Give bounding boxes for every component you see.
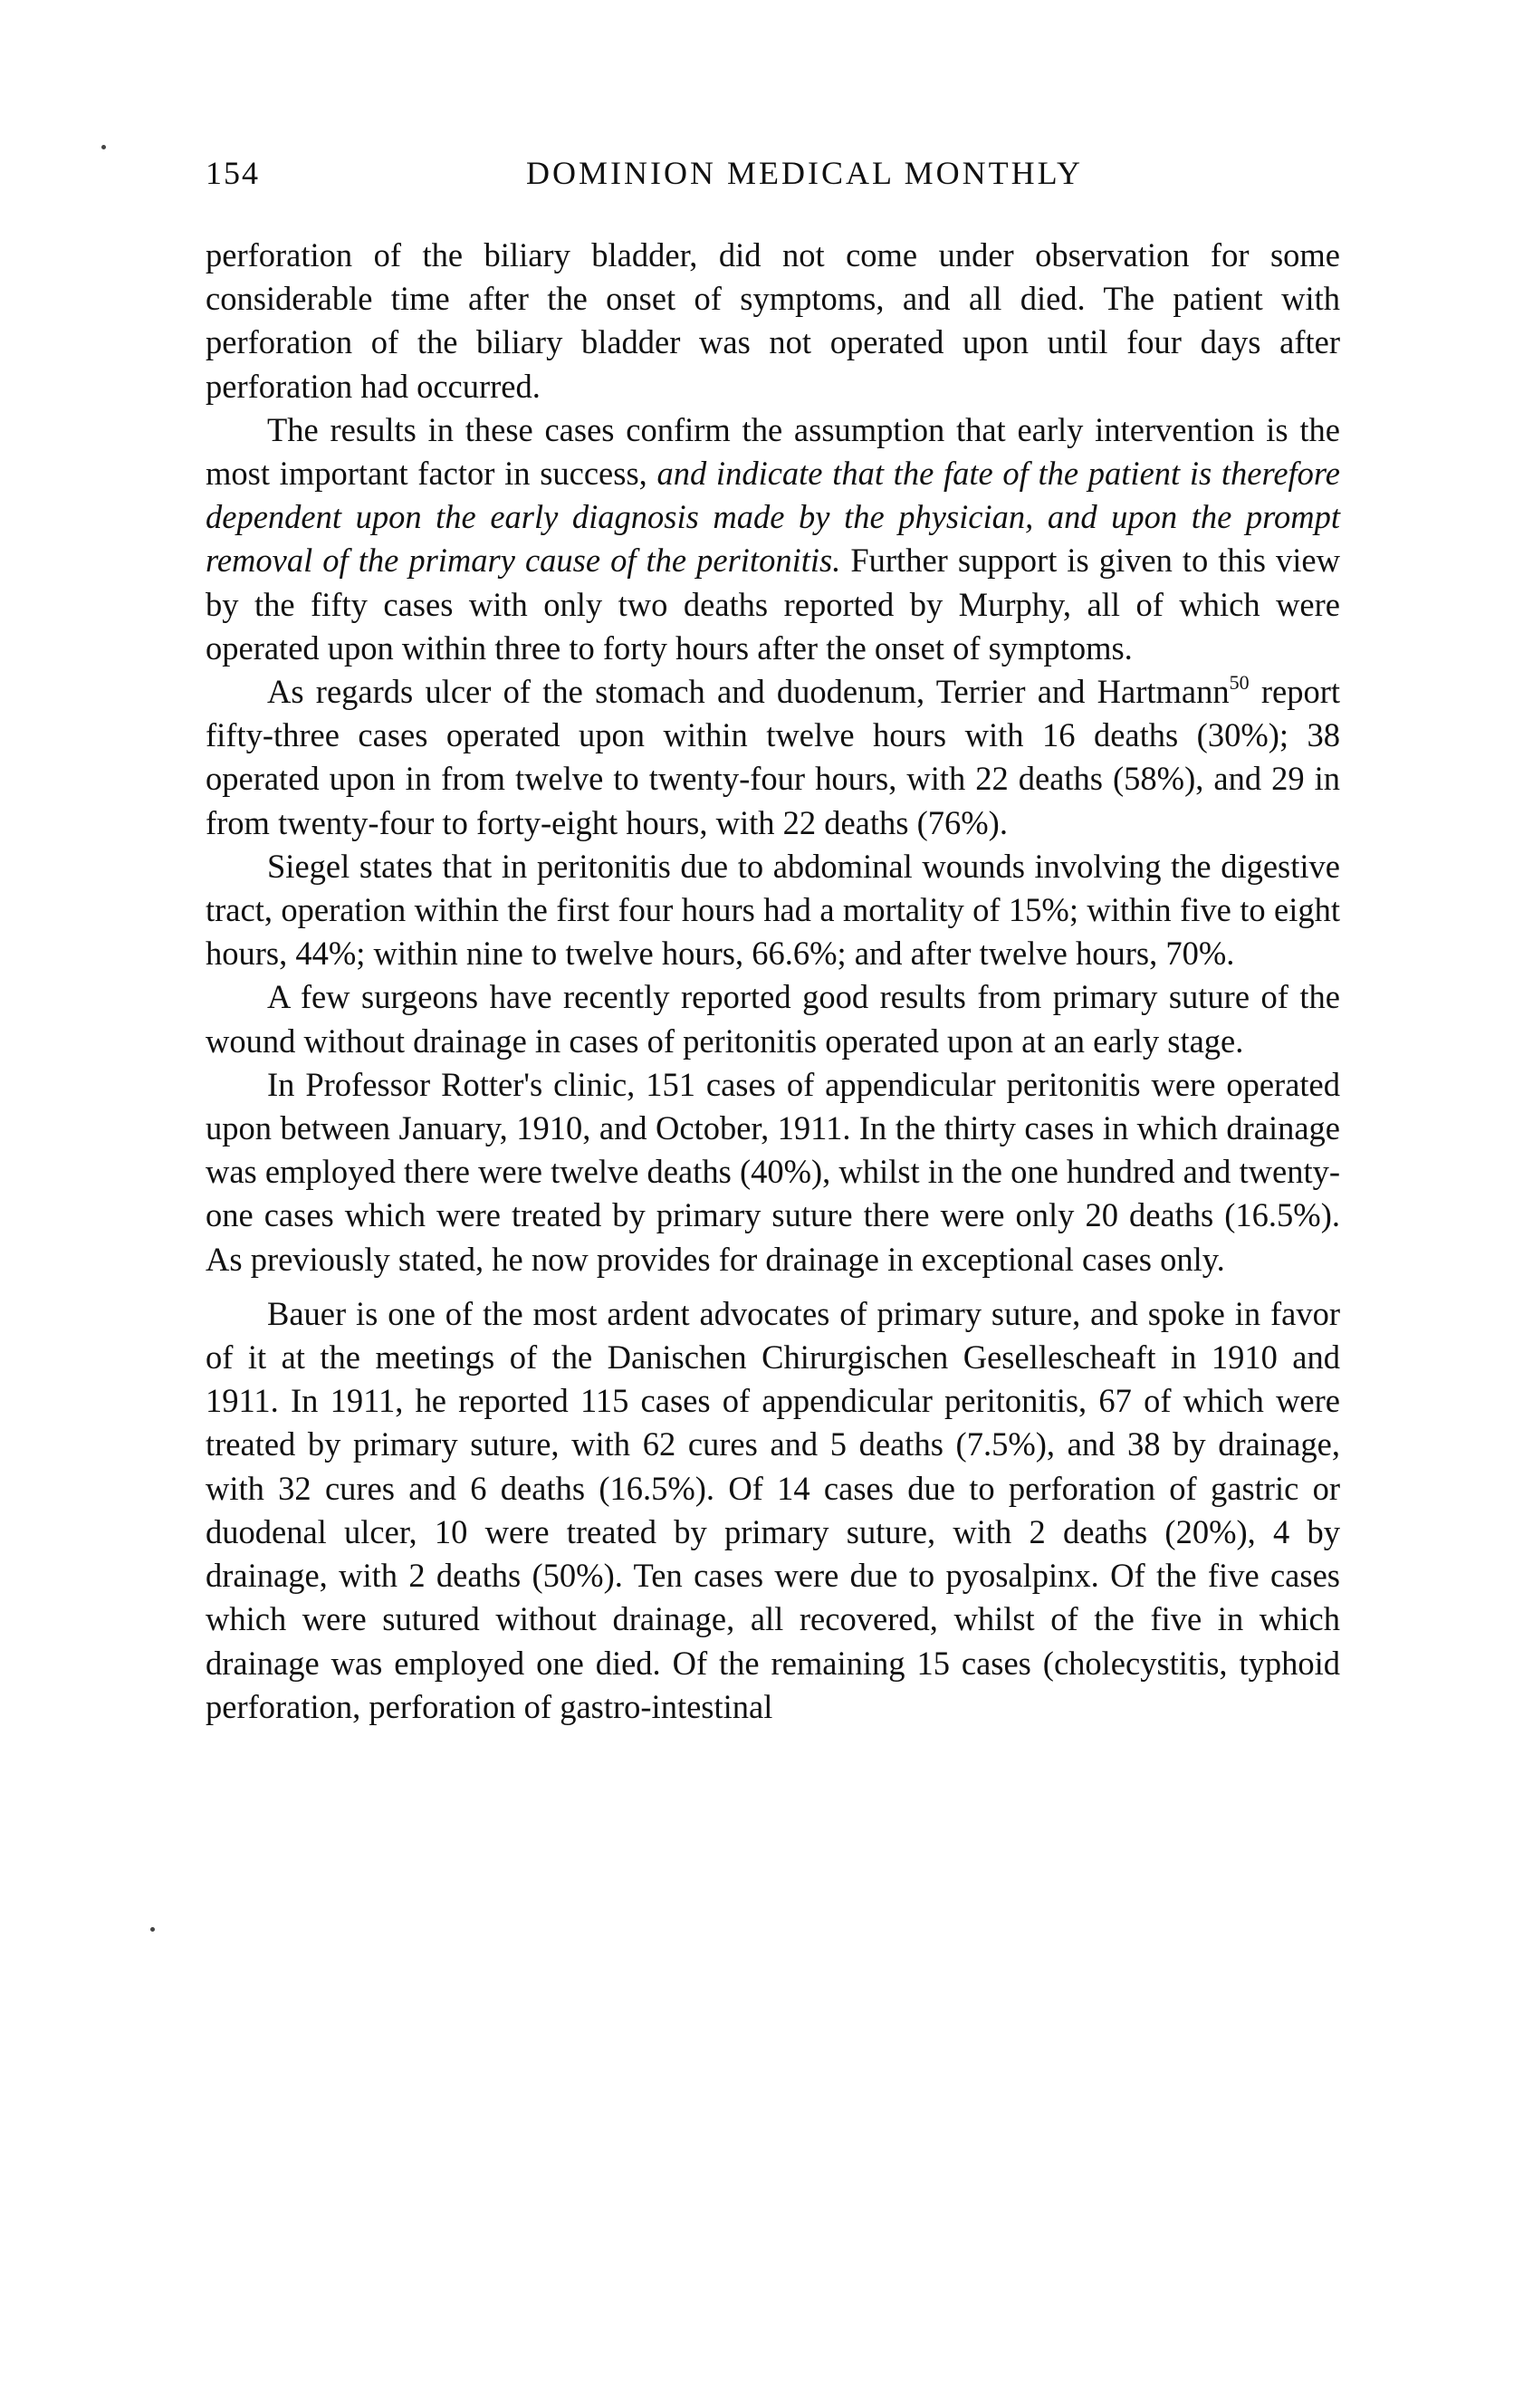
document-page xyxy=(206,154,1340,1729)
paragraph-results-lead: The results in these cases confirm the assumption that early intervention is the most important factor in success, xyxy=(206,410,1340,493)
paragraph-bauer: Bauer is one of the most ardent advocates of primary suture, and spoke in favor of it at the meetings of the Danischen Chirurgischen Gesellescheaft in 1910 and 1911. In 1911, he reported 115 cases of appendicular peritonitis, 67 of which were treated by primary suture, with 62 cures and 5 deaths (7.5%), and 38 by drainage, with 32 cures and 6 deaths (16.5%). Of 14 cases due to perforation of gastric or duodenal ulcer, 10 were treated by primary suture, with 2 deaths (20%), 4 by drainage, with 2 deaths (50%). Ten cases were due to pyosalpinx. Of the five cases which were sutured without drainage, all recovered, whilst of the five in which drainage was employed one died. Of the remaining 15 cases (cholecystitis, typhoid perforation, perforation of gastro-intestinal xyxy=(206,1294,1340,1725)
scan-speck xyxy=(101,145,106,149)
paragraph-primary-suture: A few surgeons have recently reported good results from primary suture of the wound without drainage in cases of peritonitis operated upon at an early stage. xyxy=(206,978,1340,1060)
reference-number: 50 xyxy=(1229,671,1250,695)
paragraph-siegel: Siegel states that in peritonitis due to abdominal wounds involving the digestive tract, operation within the first four hours had a mortality of 15%; within five to eight hours, 44%; within nine to twelve hours, 66.6%; and after twelve hours, 70%. xyxy=(206,847,1340,973)
body-text xyxy=(206,234,1340,1729)
page-number: 154 xyxy=(206,155,260,191)
paragraph-results-tail: Further support is given to this view by the fifty cases with only two deaths reported by Murphy, all of which were operated upon within three to forty hours after the onset of symptoms. xyxy=(206,542,1340,667)
page-header xyxy=(206,154,1340,208)
paragraph-ulcer xyxy=(206,670,1340,845)
paragraph-results-emphasis: and indicate that the fate of the patient is therefore dependent upon the early diagnosis made by the physician, and upon the prompt removal of the primary cause of the peritonitis. xyxy=(206,455,1340,580)
running-head: DOMINION MEDICAL MONTHLY xyxy=(525,155,1083,191)
paragraph-rotter: In Professor Rotter's clinic, 151 cases of appendicular peritonitis were operated upon between January, 1910, and October, 1911. In the thirty cases in which drainage was employed there were twelve deaths (40%), whilst in the one hundred and twenty-one cases which were treated by primary suture there were only 20 deaths (16.5%). As previously stated, he now provides for drainage in exceptional cases only. xyxy=(206,1065,1340,1278)
scan-speck xyxy=(150,1927,155,1932)
paragraph-ulcer-lead: As regards ulcer of the stomach and duodenum, Terrier and Hartmann xyxy=(267,673,1230,711)
paragraph-results xyxy=(206,408,1340,670)
paragraph-continued: perforation of the biliary bladder, did not come under observation for some considerable time after the onset of symptoms, and all died. The patient with perforation of the biliary bladder was not operated upon until four days after perforation had occurred. xyxy=(206,236,1340,405)
paragraph-ulcer-tail: report fifty-three cases operated upon within twelve hours with 16 deaths (30%); 38 operated upon in from twelve to twenty-four hours, with 22 deaths (58%), and 29 in from twenty-four to forty-eight hours, with 22 deaths (76%). xyxy=(206,673,1340,841)
